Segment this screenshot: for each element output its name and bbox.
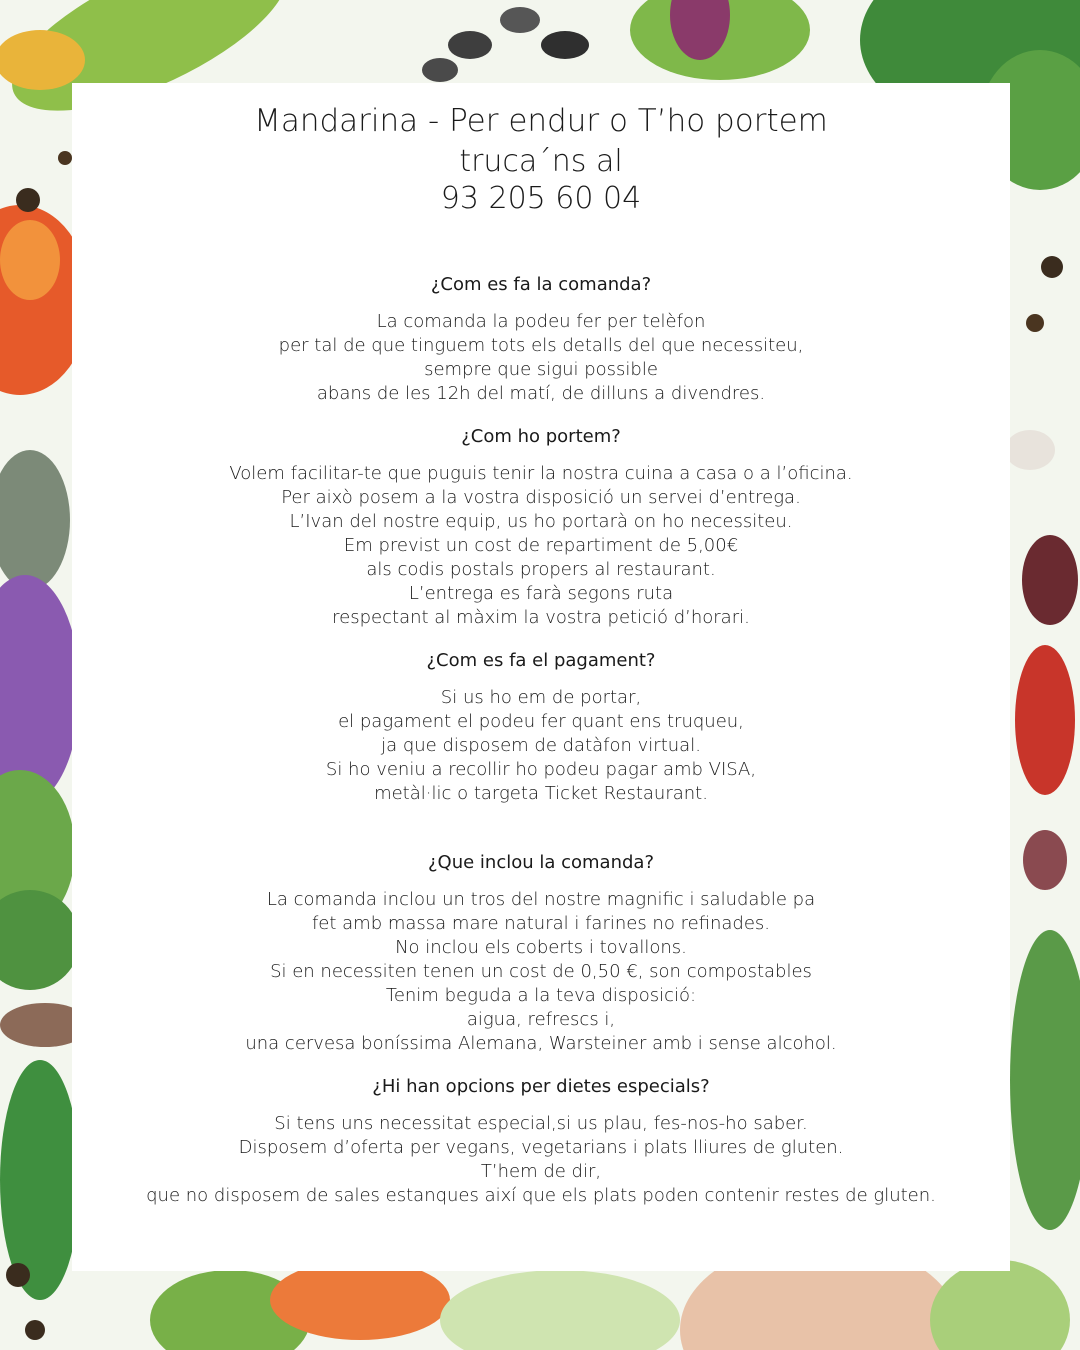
body-line: Per això posem a la vostra disposició un servei d’entrega. xyxy=(281,487,801,508)
section-heading: ¿Com ho portem? xyxy=(461,426,621,447)
body-line: T’hem de dir, xyxy=(480,1161,602,1182)
section-body xyxy=(72,462,1010,630)
section-heading: ¿Com es fa la comanda? xyxy=(430,274,652,295)
section-body xyxy=(72,686,1010,806)
section-heading: ¿Com es fa el pagament? xyxy=(426,650,656,671)
body-line: per tal de que tinguem tots els detalls del que necessiteu, xyxy=(278,335,804,356)
section-body xyxy=(72,1112,1010,1208)
section-order xyxy=(72,273,1010,406)
section-includes xyxy=(72,851,1010,1056)
body-line: Si tens uns necessitat especial,si us plau, fes-nos-ho saber. xyxy=(274,1113,808,1134)
body-line: L’entrega es farà segons ruta xyxy=(408,583,674,604)
body-line: que no disposem de sales estanques així que els plats poden contenir restes de gluten. xyxy=(146,1185,936,1206)
phone-number: 93 205 60 04 xyxy=(440,181,642,216)
section-special-diets xyxy=(72,1075,1010,1208)
body-line: als codis postals propers al restaurant. xyxy=(366,559,716,580)
body-line: una cervesa boníssima Alemana, Warsteiner amb i sense alcohol. xyxy=(245,1033,837,1054)
body-line: el pagament el podeu fer quant ens truqueu, xyxy=(338,711,744,732)
section-body xyxy=(72,888,1010,1056)
section-body xyxy=(72,310,1010,406)
body-line: metàl·lic o targeta Ticket Restaurant. xyxy=(374,783,708,804)
section-delivery xyxy=(72,425,1010,630)
body-line: sempre que sigui possible xyxy=(424,359,658,380)
section-heading: ¿Hi han opcions per dietes especials? xyxy=(372,1076,710,1097)
call-line: truca´ns al xyxy=(459,144,623,179)
menu-card xyxy=(72,83,1010,1271)
body-line: Volem facilitar-te que puguis tenir la nostra cuina a casa o a l’oficina. xyxy=(229,463,853,484)
body-line: La comanda inclou un tros del nostre magnific i saludable pa xyxy=(266,889,816,910)
body-line: respectant al màxim la vostra petició d’horari. xyxy=(332,607,750,628)
body-line: L’Ivan del nostre equip, us ho portarà on ho necessiteu. xyxy=(289,511,793,532)
body-line: Disposem d’oferta per vegans, vegetarians i plats lliures de gluten. xyxy=(238,1137,844,1158)
body-line: Si us ho em de portar, xyxy=(440,687,642,708)
body-line: aigua, refrescs i, xyxy=(466,1009,616,1030)
body-line: Si en necessiten tenen un cost de 0,50 €, son compostables xyxy=(270,961,812,982)
body-line: abans de les 12h del matí, de dilluns a divendres. xyxy=(316,383,766,404)
info-sections xyxy=(72,273,1010,1208)
body-line: Em previst un cost de repartiment de 5,00€ xyxy=(343,535,739,556)
body-line: No inclou els coberts i tovallons. xyxy=(395,937,687,958)
body-line: fet amb massa mare natural i farines no refinades. xyxy=(311,913,771,934)
body-line: ja que disposem de datàfon virtual. xyxy=(381,735,701,756)
page-title: Mandarina - Per endur o T’ho portem xyxy=(254,103,828,139)
section-heading: ¿Que inclou la comanda? xyxy=(427,852,655,873)
section-payment xyxy=(72,649,1010,806)
body-line: La comanda la podeu fer per telèfon xyxy=(376,311,706,332)
body-line: Tenim beguda a la teva disposició: xyxy=(385,985,697,1006)
body-line: Si ho veniu a recollir ho podeu pagar amb VISA, xyxy=(325,759,757,780)
